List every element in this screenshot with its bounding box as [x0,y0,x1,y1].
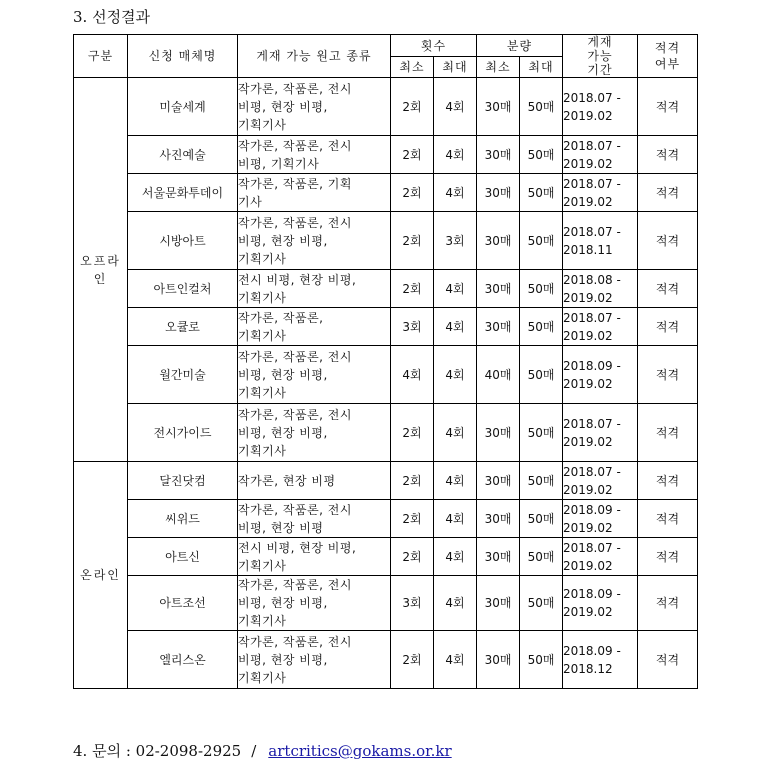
table-row [74,462,698,500]
volume-min-cell: 30매 [477,212,520,270]
table-row [74,212,698,270]
count-min-cell: 2회 [391,462,434,500]
count-max-cell: 3회 [434,212,477,270]
media-name-cell: 달진닷컴 [128,462,238,500]
article-types-cell: 작가론, 작품론, 전시 비평, 현장 비평, 기획기사 [238,404,391,462]
table-row [74,631,698,689]
article-types-cell: 작가론, 작품론, 기획 기사 [238,174,391,212]
contact-email-link[interactable]: artcritics@gokams.or.kr [268,742,452,760]
table-row [74,78,698,136]
table-row [74,136,698,174]
count-max-cell: 4회 [434,500,477,538]
header-media: 신청 매체명 [128,35,238,78]
volume-min-cell: 30매 [477,270,520,308]
volume-max-cell: 50매 [520,404,563,462]
period-cell: 2018.09 - 2019.02 [563,576,638,631]
article-types-cell: 작가론, 작품론, 기획기사 [238,308,391,346]
eligible-cell: 적격 [638,404,698,462]
eligible-cell: 적격 [638,136,698,174]
volume-max-cell: 50매 [520,78,563,136]
table-row [74,500,698,538]
table-row [74,576,698,631]
volume-min-cell: 30매 [477,631,520,689]
contact-separator: / [251,742,257,760]
media-name-cell: 전시가이드 [128,404,238,462]
volume-min-cell: 30매 [477,308,520,346]
eligible-cell: 적격 [638,346,698,404]
article-types-cell: 작가론, 작품론, 전시 비평, 현장 비평 [238,500,391,538]
period-cell: 2018.07 - 2019.02 [563,308,638,346]
count-max-cell: 4회 [434,136,477,174]
count-max-cell: 4회 [434,308,477,346]
period-cell: 2018.07 - 2018.11 [563,212,638,270]
count-min-cell: 2회 [391,404,434,462]
media-name-cell: 아트신 [128,538,238,576]
volume-max-cell: 50매 [520,500,563,538]
table-row [74,404,698,462]
count-min-cell: 3회 [391,308,434,346]
header-volume: 분량 [477,35,563,57]
count-max-cell: 4회 [434,174,477,212]
period-cell: 2018.07 - 2019.02 [563,78,638,136]
period-cell: 2018.09 - 2018.12 [563,631,638,689]
count-max-cell: 4회 [434,631,477,689]
eligible-cell: 적격 [638,631,698,689]
period-cell: 2018.07 - 2019.02 [563,538,638,576]
article-types-cell: 전시 비평, 현장 비평, 기획기사 [238,270,391,308]
header-period: 게재 가능 기간 [563,35,638,78]
eligible-cell: 적격 [638,462,698,500]
article-types-cell: 전시 비평, 현장 비평, 기획기사 [238,538,391,576]
eligible-cell: 적격 [638,212,698,270]
category-cell: 온라인 [74,462,128,689]
count-min-cell: 2회 [391,136,434,174]
contact-line [73,740,452,761]
eligible-cell: 적격 [638,78,698,136]
media-name-cell: 월간미술 [128,346,238,404]
count-max-cell: 4회 [434,404,477,462]
volume-min-cell: 30매 [477,404,520,462]
period-cell: 2018.09 - 2019.02 [563,500,638,538]
count-max-cell: 4회 [434,346,477,404]
eligible-cell: 적격 [638,538,698,576]
volume-min-cell: 30매 [477,136,520,174]
table-row [74,174,698,212]
eligible-cell: 적격 [638,576,698,631]
header-eligible: 적격 여부 [638,35,698,78]
category-cell: 오프라 인 [74,78,128,462]
period-cell: 2018.09 - 2019.02 [563,346,638,404]
count-min-cell: 2회 [391,212,434,270]
count-max-cell: 4회 [434,78,477,136]
count-min-cell: 2회 [391,631,434,689]
table-row [74,308,698,346]
volume-max-cell: 50매 [520,212,563,270]
eligible-cell: 적격 [638,174,698,212]
article-types-cell: 작가론, 현장 비평 [238,462,391,500]
volume-min-cell: 30매 [477,576,520,631]
volume-max-cell: 50매 [520,538,563,576]
media-name-cell: 미술세계 [128,78,238,136]
count-max-cell: 4회 [434,538,477,576]
table-body [74,78,698,689]
count-min-cell: 2회 [391,500,434,538]
count-min-cell: 2회 [391,270,434,308]
count-max-cell: 4회 [434,576,477,631]
table-row [74,346,698,404]
period-cell: 2018.08 - 2019.02 [563,270,638,308]
volume-max-cell: 50매 [520,174,563,212]
media-name-cell: 서울문화투데이 [128,174,238,212]
header-category: 구분 [74,35,128,78]
contact-phone: 4. 문의 : 02-2098-2925 [73,742,242,760]
article-types-cell: 작가론, 작품론, 전시 비평, 현장 비평, 기획기사 [238,78,391,136]
header-volume-min: 최소 [477,57,520,78]
table-row [74,270,698,308]
article-types-cell: 작가론, 작품론, 전시 비평, 기획기사 [238,136,391,174]
volume-min-cell: 40매 [477,346,520,404]
volume-min-cell: 30매 [477,538,520,576]
count-min-cell: 2회 [391,78,434,136]
period-cell: 2018.07 - 2019.02 [563,404,638,462]
period-cell: 2018.07 - 2019.02 [563,462,638,500]
volume-max-cell: 50매 [520,462,563,500]
count-min-cell: 3회 [391,576,434,631]
media-name-cell: 아트인컬처 [128,270,238,308]
header-count-max: 최대 [434,57,477,78]
section-title: 3. 선정결과 [73,8,151,26]
volume-max-cell: 50매 [520,631,563,689]
volume-min-cell: 30매 [477,174,520,212]
eligible-cell: 적격 [638,308,698,346]
period-cell: 2018.07 - 2019.02 [563,174,638,212]
article-types-cell: 작가론, 작품론, 전시 비평, 현장 비평, 기획기사 [238,212,391,270]
volume-min-cell: 30매 [477,462,520,500]
selection-results-table [73,34,698,689]
header-types: 게재 가능 원고 종류 [238,35,391,78]
volume-min-cell: 30매 [477,500,520,538]
table-row [74,538,698,576]
media-name-cell: 오큘로 [128,308,238,346]
media-name-cell: 씨위드 [128,500,238,538]
media-name-cell: 아트조선 [128,576,238,631]
article-types-cell: 작가론, 작품론, 전시 비평, 현장 비평, 기획기사 [238,631,391,689]
period-cell: 2018.07 - 2019.02 [563,136,638,174]
header-count: 횟수 [391,35,477,57]
media-name-cell: 시방아트 [128,212,238,270]
volume-max-cell: 50매 [520,346,563,404]
article-types-cell: 작가론, 작품론, 전시 비평, 현장 비평, 기획기사 [238,576,391,631]
media-name-cell: 엘리스온 [128,631,238,689]
count-min-cell: 4회 [391,346,434,404]
volume-max-cell: 50매 [520,270,563,308]
article-types-cell: 작가론, 작품론, 전시 비평, 현장 비평, 기획기사 [238,346,391,404]
count-min-cell: 2회 [391,538,434,576]
eligible-cell: 적격 [638,270,698,308]
media-name-cell: 사진예술 [128,136,238,174]
volume-max-cell: 50매 [520,576,563,631]
volume-max-cell: 50매 [520,308,563,346]
volume-max-cell: 50매 [520,136,563,174]
header-volume-max: 최대 [520,57,563,78]
count-max-cell: 4회 [434,462,477,500]
count-min-cell: 2회 [391,174,434,212]
eligible-cell: 적격 [638,500,698,538]
header-count-min: 최소 [391,57,434,78]
volume-min-cell: 30매 [477,78,520,136]
count-max-cell: 4회 [434,270,477,308]
